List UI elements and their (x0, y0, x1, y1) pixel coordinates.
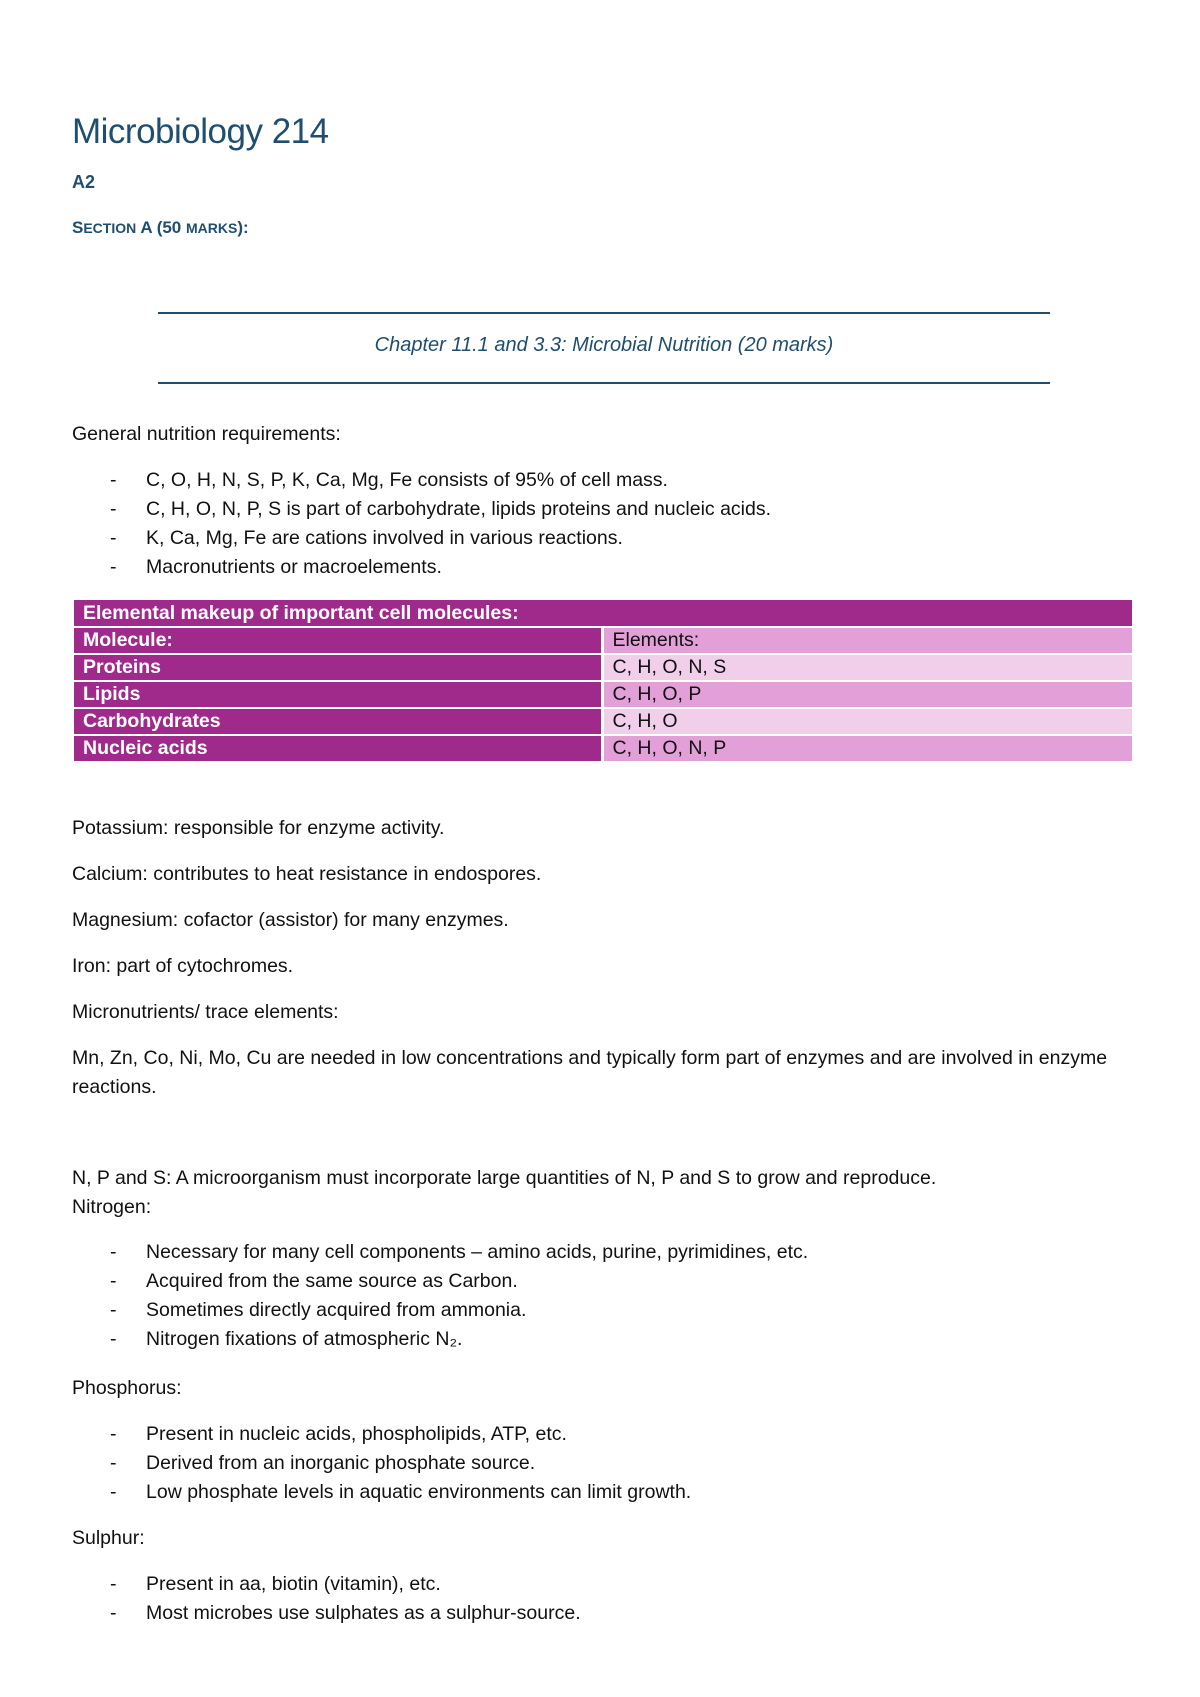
molecule-cell: Nucleic acids (74, 735, 602, 762)
table-row (74, 708, 1132, 735)
bullet: - (110, 1241, 117, 1263)
iron-text: Iron: part of cytochromes. (72, 955, 294, 977)
document-title: Microbiology 214 (72, 112, 329, 151)
column-header-elements: Elements: (602, 627, 1132, 654)
list-item (72, 1238, 1132, 1267)
list-item-text: C, H, O, N, P, S is part of carbohydrate, lipids proteins and nucleic acids. (146, 498, 772, 520)
list-item-text: Acquired from the same source as Carbon. (146, 1270, 518, 1292)
list-item (72, 495, 1132, 524)
list-item (72, 466, 1132, 495)
sulphur-heading: Sulphur: (72, 1527, 145, 1549)
section-heading-end: ): (237, 218, 249, 237)
molecule-cell: Lipids (74, 681, 602, 708)
table-row (74, 654, 1132, 681)
chapter-rule-bottom (158, 382, 1050, 384)
bullet: - (110, 556, 117, 578)
table-title-row (74, 600, 1132, 627)
section-heading-first: S (72, 218, 84, 237)
nitrogen-list (72, 1238, 1132, 1354)
list-item (72, 553, 1132, 582)
list-item-text: Derived from an inorganic phosphate source. (146, 1452, 536, 1474)
elements-cell: C, H, O, P (602, 681, 1132, 708)
list-item (72, 1420, 1132, 1449)
elements-cell: C, H, O, N, S (602, 654, 1132, 681)
sulphur-list (72, 1570, 1132, 1628)
list-item-text: Nitrogen fixations of atmospheric N₂. (146, 1328, 463, 1350)
molecule-cell: Carbohydrates (74, 708, 602, 735)
general-list (72, 466, 1132, 582)
nps-text: N, P and S: A microorganism must incorporate large quantities of N, P and S to grow and reproduce. (72, 1167, 937, 1189)
bullet: - (110, 469, 117, 491)
bullet: - (110, 1299, 117, 1321)
bullet: - (110, 1452, 117, 1474)
list-item (72, 1325, 1132, 1354)
list-item (72, 524, 1132, 553)
elements-table (74, 600, 1132, 763)
phosphorus-heading: Phosphorus: (72, 1377, 182, 1399)
general-heading: General nutrition requirements: (72, 423, 341, 445)
list-item-text: Macronutrients or macroelements. (146, 556, 442, 578)
elements-cell: C, H, O (602, 708, 1132, 735)
chapter-heading: Chapter 11.1 and 3.3: Microbial Nutrition (20 marks) (374, 334, 834, 356)
section-heading-mid: A (50 (136, 218, 186, 237)
list-item-text: Sometimes directly acquired from ammonia. (146, 1299, 527, 1321)
list-item-text: Most microbes use sulphates as a sulphur-source. (146, 1602, 581, 1624)
list-item-text: C, O, H, N, S, P, K, Ca, Mg, Fe consists of 95% of cell mass. (146, 469, 668, 491)
calcium-text: Calcium: contributes to heat resistance in endospores. (72, 863, 542, 885)
phosphorus-list (72, 1420, 1132, 1507)
table-header-row (74, 627, 1132, 654)
list-item (72, 1449, 1132, 1478)
column-header-molecule: Molecule: (74, 627, 602, 654)
section-heading (72, 218, 249, 238)
magnesium-text: Magnesium: cofactor (assistor) for many enzymes. (72, 909, 509, 931)
bullet: - (110, 498, 117, 520)
table-title: Elemental makeup of important cell molecules: (74, 600, 1132, 627)
list-item-text: Present in aa, biotin (vitamin), etc. (146, 1573, 441, 1595)
list-item (72, 1478, 1132, 1507)
bullet: - (110, 1423, 117, 1445)
document-subtitle: A2 (72, 172, 96, 192)
micronutrients-text: Mn, Zn, Co, Ni, Mo, Cu are needed in low concentrations and typically form part of enzymes and are involved in enzyme reactions. (72, 1047, 1108, 1098)
table-row (74, 681, 1132, 708)
list-item-text: Present in nucleic acids, phospholipids, ATP, etc. (146, 1423, 567, 1445)
molecule-cell: Proteins (74, 654, 602, 681)
bullet: - (110, 1270, 117, 1292)
chapter-rule-top (158, 312, 1050, 314)
list-item (72, 1570, 1132, 1599)
micronutrients-heading: Micronutrients/ trace elements: (72, 1001, 339, 1023)
list-item (72, 1599, 1132, 1628)
bullet: - (110, 1328, 117, 1350)
nitrogen-heading: Nitrogen: (72, 1196, 152, 1218)
bullet: - (110, 1602, 117, 1624)
list-item-text: K, Ca, Mg, Fe are cations involved in various reactions. (146, 527, 623, 549)
list-item (72, 1296, 1132, 1325)
table-row (74, 735, 1132, 762)
section-heading-small2: MARKS (186, 220, 238, 236)
list-item-text: Necessary for many cell components – amino acids, purine, pyrimidines, etc. (146, 1241, 809, 1263)
bullet: - (110, 1481, 117, 1503)
bullet: - (110, 527, 117, 549)
section-heading-small: ECTION (83, 220, 137, 236)
elements-cell: C, H, O, N, P (602, 735, 1132, 762)
potassium-text: Potassium: responsible for enzyme activity. (72, 817, 445, 839)
list-item-text: Low phosphate levels in aquatic environments can limit growth. (146, 1481, 692, 1503)
list-item (72, 1267, 1132, 1296)
bullet: - (110, 1573, 117, 1595)
